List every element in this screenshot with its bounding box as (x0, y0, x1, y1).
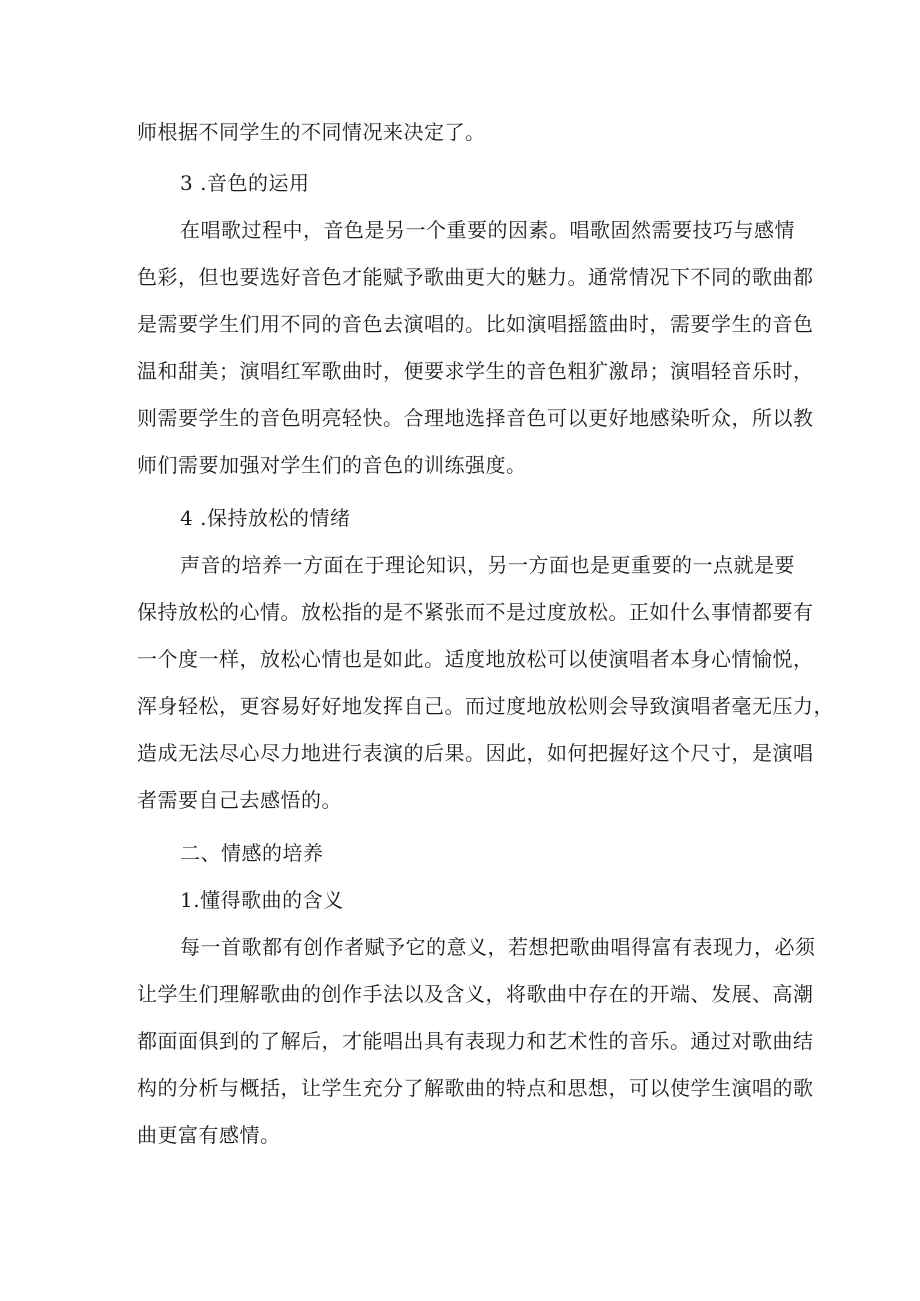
body-line: 师们需要加强对学生们的音色的训练强度。 (137, 453, 527, 477)
chapter-heading: 二、情感的培养 (180, 841, 324, 865)
body-line: 让学生们理解歌曲的创作手法以及含义，将歌曲中存在的开端、发展、高潮 (137, 982, 814, 1006)
body-line: 曲更富有感情。 (137, 1123, 281, 1147)
body-line: 浑身轻松，更容易好好地发挥自己。而过度地放松则会导致演唱者毫无压力， (137, 694, 834, 718)
body-line: 者需要自己去感悟的。 (137, 788, 342, 812)
body-line: 师根据不同学生的不同情况来决定了。 (137, 120, 486, 144)
paragraph-first-line: 在唱歌过程中，音色是另一个重要的因素。唱歌固然需要技巧与感情 (180, 218, 795, 242)
body-line: 造成无法尽心尽力地进行表演的后果。因此，如何把握好这个尺寸，是演唱 (137, 741, 814, 765)
body-line: 温和甜美；演唱红军歌曲时，便要求学生的音色粗犷激昂；演唱轻音乐时， (137, 359, 814, 383)
section-heading: 4 .保持放松的情绪 (180, 506, 351, 530)
body-line: 则需要学生的音色明亮轻快。合理地选择音色可以更好地感染听众，所以教 (137, 406, 814, 430)
paragraph-first-line: 声音的培养一方面在于理论知识，另一方面也是更重要的一点就是要 (180, 553, 795, 577)
body-line: 都面面俱到的了解后，才能唱出具有表现力和艺术性的音乐。通过对歌曲结 (137, 1029, 814, 1053)
body-line: 构的分析与概括，让学生充分了解歌曲的特点和思想，可以使学生演唱的歌 (137, 1076, 814, 1100)
body-line: 是需要学生们用不同的音色去演唱的。比如演唱摇篮曲时，需要学生的音色 (137, 312, 814, 336)
body-line: 一个度一样，放松心情也是如此。适度地放松可以使演唱者本身心情愉悦， (137, 647, 814, 671)
paragraph-first-line: 每一首歌都有创作者赋予它的意义，若想把歌曲唱得富有表现力，必须 (180, 935, 816, 959)
section-heading: 3 .音色的运用 (180, 171, 310, 195)
body-line: 保持放松的心情。放松指的是不紧张而不是过度放松。正如什么事情都要有 (137, 600, 814, 624)
body-line: 色彩，但也要选好音色才能赋予歌曲更大的魅力。通常情况下不同的歌曲都 (137, 265, 814, 289)
section-heading: 1.懂得歌曲的含义 (180, 888, 344, 912)
